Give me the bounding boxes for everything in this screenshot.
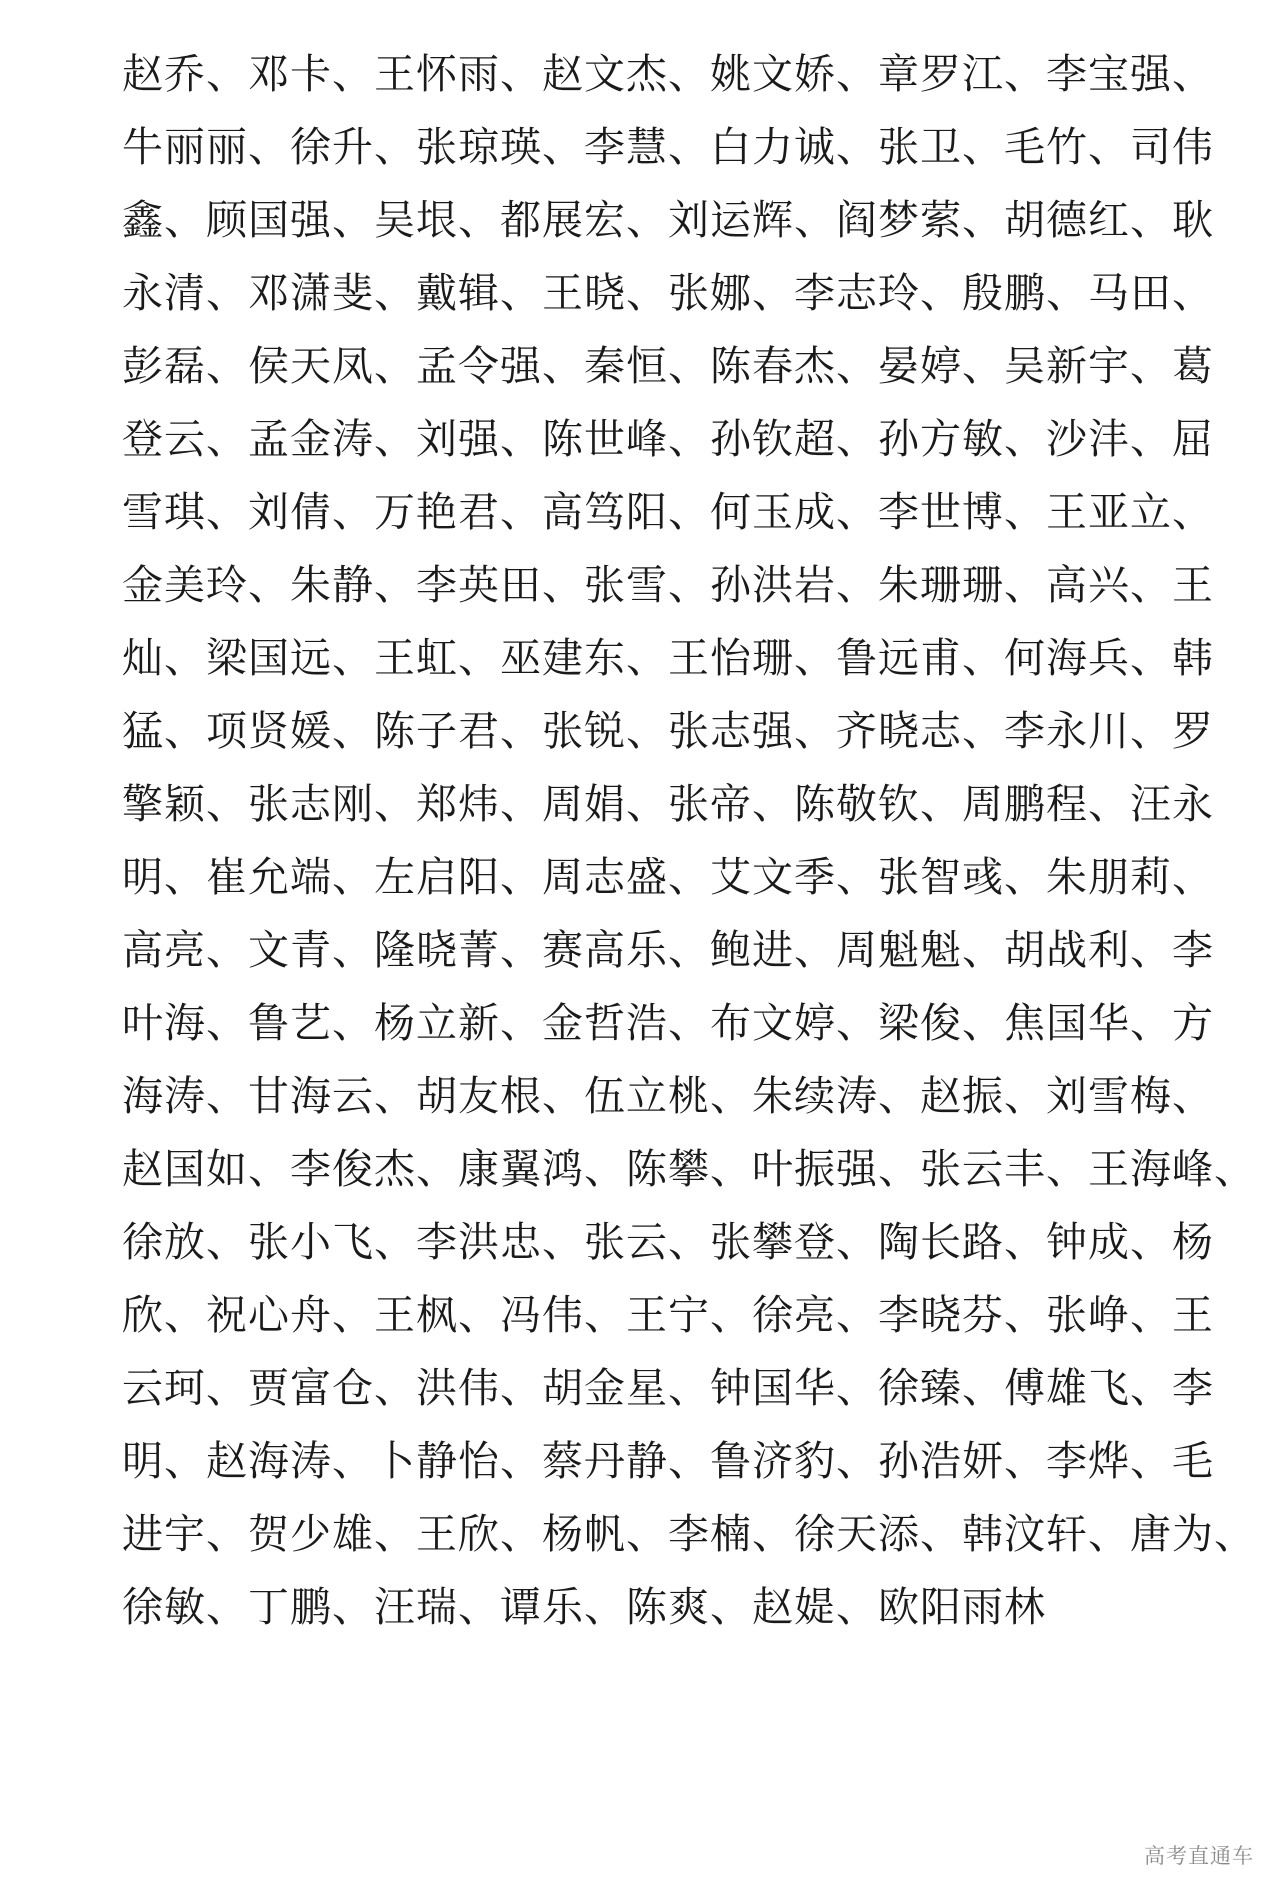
text-line: 鑫、顾国强、吴垠、都展宏、刘运辉、阎梦萦、胡德红、耿 (122, 196, 1214, 244)
text-line: 云珂、贾富仓、洪伟、胡金星、钟国华、徐臻、傅雄飞、李 (122, 1364, 1214, 1412)
text-line: 叶海、鲁艺、杨立新、金哲浩、布文婷、梁俊、焦国华、方 (122, 999, 1214, 1047)
text-line: 赵乔、邓卡、王怀雨、赵文杰、姚文娇、章罗江、李宝强、 (122, 50, 1214, 98)
text-line: 明、赵海涛、卜静怡、蔡丹静、鲁济豹、孙浩妍、李烨、毛 (122, 1437, 1214, 1485)
text-line: 金美玲、朱静、李英田、张雪、孙洪岩、朱珊珊、高兴、王 (122, 561, 1214, 609)
text-line: 海涛、甘海云、胡友根、伍立桃、朱续涛、赵振、刘雪梅、 (122, 1072, 1214, 1120)
text-line: 永清、邓潇斐、戴辑、王晓、张娜、李志玲、殷鹏、马田、 (122, 269, 1214, 317)
text-line: 牛丽丽、徐升、张琼瑛、李慧、白力诚、张卫、毛竹、司伟 (122, 123, 1214, 171)
text-line: 欣、祝心舟、王枫、冯伟、王宁、徐亮、李晓芬、张峥、王 (122, 1291, 1214, 1339)
text-line: 进宇、贺少雄、王欣、杨帆、李楠、徐天添、韩汶轩、唐为、 (122, 1510, 1256, 1558)
text-line: 灿、梁国远、王虹、巫建东、王怡珊、鲁远甫、何海兵、韩 (122, 634, 1214, 682)
text-line: 彭磊、侯天凤、孟令强、秦恒、陈春杰、晏婷、吴新宇、葛 (122, 342, 1214, 390)
name-list (122, 38, 1256, 1644)
text-line: 赵国如、李俊杰、康翼鸿、陈攀、叶振强、张云丰、王海峰、 (122, 1145, 1256, 1193)
text-line: 擎颖、张志刚、郑炜、周娟、张帝、陈敬钦、周鹏程、汪永 (122, 780, 1214, 828)
watermark: 高考直通车 (1144, 1844, 1254, 1868)
text-line: 雪琪、刘倩、万艳君、高笃阳、何玉成、李世博、王亚立、 (122, 488, 1214, 536)
text-line: 明、崔允端、左启阳、周志盛、艾文季、张智彧、朱朋莉、 (122, 853, 1214, 901)
text-line: 猛、项贤媛、陈子君、张锐、张志强、齐晓志、李永川、罗 (122, 707, 1214, 755)
text-line: 高亮、文青、隆晓菁、赛高乐、鲍进、周魁魁、胡战利、李 (122, 926, 1214, 974)
text-line: 登云、孟金涛、刘强、陈世峰、孙钦超、孙方敏、沙沣、屈 (122, 415, 1214, 463)
text-line: 徐放、张小飞、李洪忠、张云、张攀登、陶长路、钟成、杨 (122, 1218, 1214, 1266)
text-line: 徐敏、丁鹏、汪瑞、谭乐、陈爽、赵媞、欧阳雨林 (122, 1583, 1046, 1631)
